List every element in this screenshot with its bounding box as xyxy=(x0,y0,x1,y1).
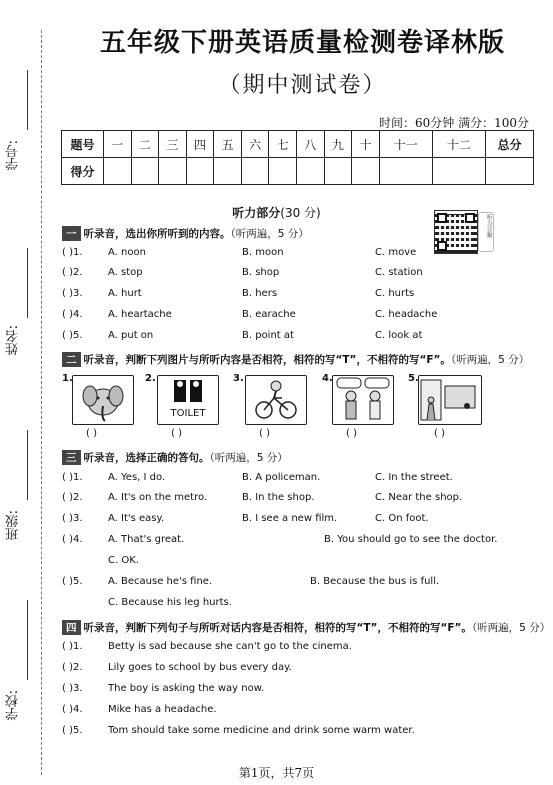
part1-question xyxy=(62,267,542,283)
option-b: B. earache xyxy=(242,309,296,320)
option-b: B. I see a new film. xyxy=(242,513,338,524)
total-header: 总分 xyxy=(486,131,534,158)
exam-subtitle: （期中测试卷） xyxy=(218,73,387,98)
answer-blank[interactable]: ( )1. xyxy=(62,247,83,258)
picture-toilet xyxy=(157,375,219,425)
score-col: 五 xyxy=(214,131,242,158)
score-cell[interactable] xyxy=(131,158,159,185)
picture-number: 5. xyxy=(408,373,419,384)
score-col: 二 xyxy=(131,131,159,158)
part3-question xyxy=(62,513,542,529)
qr-finder xyxy=(437,213,447,223)
class-label: 班级: xyxy=(6,510,21,541)
part2-number: 二 xyxy=(62,352,81,367)
total-score-cell[interactable] xyxy=(486,158,534,185)
part3-number: 三 xyxy=(62,450,81,465)
option-c: C. move xyxy=(375,247,417,258)
option-a: A. Yes, I do. xyxy=(108,472,166,483)
answer-blank[interactable]: ( )4. xyxy=(62,704,83,715)
qr-tag: 听力音频 xyxy=(478,212,494,252)
option-a: A. heartache xyxy=(108,309,172,320)
option-b: B. Because the bus is full. xyxy=(310,576,440,587)
picture-number: 1. xyxy=(62,373,73,384)
student-number-label: 学号: xyxy=(6,140,21,171)
score-col: 十一 xyxy=(379,131,432,158)
option-b: B. hers xyxy=(242,288,278,299)
statement-text: Betty is sad because she can't go to the cinema. xyxy=(108,641,352,652)
toilet-sign-text: TOILET xyxy=(170,408,206,419)
option-a: A. It's on the metro. xyxy=(108,492,208,503)
people-talking-icon xyxy=(333,376,393,424)
part1-instruction: 听录音，选出你所听到的内容。 xyxy=(83,228,231,240)
picture-people xyxy=(332,375,394,425)
score-cell[interactable] xyxy=(324,158,352,185)
answer-blank[interactable]: ( )3. xyxy=(62,513,83,524)
part2-note: （听两遍，5 分） xyxy=(450,354,530,366)
option-a: A. noon xyxy=(108,247,146,258)
answer-blank[interactable]: ( )2. xyxy=(62,267,83,278)
part4-question xyxy=(62,683,542,699)
score-cell[interactable] xyxy=(269,158,297,185)
option-c: C. look at xyxy=(375,330,423,341)
picture-bike xyxy=(245,375,307,425)
toilet-sign-icon xyxy=(158,376,218,406)
part1-question xyxy=(62,309,542,325)
student-name-field[interactable] xyxy=(27,248,28,318)
student-name-label: 姓名: xyxy=(6,325,21,356)
class-field[interactable] xyxy=(27,430,28,500)
answer-blank[interactable]: ( )5. xyxy=(62,576,83,587)
part1-question xyxy=(62,247,542,263)
part2-heading xyxy=(62,352,529,367)
school-field[interactable] xyxy=(27,600,28,680)
option-b: B. point at xyxy=(242,330,294,341)
score-col: 六 xyxy=(241,131,269,158)
option-b: B. shop xyxy=(242,267,280,278)
picture-number: 2. xyxy=(145,373,156,384)
part3-heading xyxy=(62,450,288,465)
answer-blank[interactable]: ( )5. xyxy=(62,330,83,341)
time-info: 时间：60分钟 满分：100分 xyxy=(379,116,529,130)
score-col: 一 xyxy=(104,131,132,158)
option-c: C. hurts xyxy=(375,288,415,299)
part3-question xyxy=(62,492,542,508)
part4-heading xyxy=(62,620,550,635)
score-cell[interactable] xyxy=(352,158,380,185)
elephant-icon xyxy=(73,376,133,424)
option-c: C. station xyxy=(375,267,423,278)
part3-question xyxy=(62,472,542,488)
option-c: C. OK. xyxy=(108,555,139,566)
option-b: B. moon xyxy=(242,247,284,258)
option-b: B. You should go to see the doctor. xyxy=(324,534,498,545)
answer-blank[interactable]: ( )4. xyxy=(62,534,83,545)
question-number-header: 题号 xyxy=(62,131,104,158)
part4-question xyxy=(62,662,542,678)
part1-heading xyxy=(62,226,309,241)
part4-note: （听两遍，5 分） xyxy=(471,622,551,634)
exam-title: 五年级下册英语质量检测卷译林版 xyxy=(99,28,505,58)
answer-blank[interactable]: ( )2. xyxy=(62,662,83,673)
score-cell[interactable] xyxy=(159,158,187,185)
option-a: A. stop xyxy=(108,267,143,278)
score-col: 八 xyxy=(297,131,325,158)
score-cell[interactable] xyxy=(214,158,242,185)
part3-note: （听两遍，5 分） xyxy=(209,452,288,464)
option-a: A. Because he's fine. xyxy=(108,576,213,587)
qr-finder xyxy=(465,213,475,223)
picture-answer-blank[interactable]: ( ) xyxy=(259,428,270,439)
option-c: C. In the street. xyxy=(375,472,453,483)
score-col: 九 xyxy=(324,131,352,158)
score-cell[interactable] xyxy=(104,158,132,185)
part3-instruction: 听录音，选择正确的答句。 xyxy=(83,452,210,464)
part4-instruction: 听录音，判断下列句子与所听对话内容是否相符，相符的写“T”，不相符的写“F”。 xyxy=(83,622,472,634)
score-cell[interactable] xyxy=(241,158,269,185)
statement-text: The boy is asking the way now. xyxy=(108,683,265,694)
student-number-field[interactable] xyxy=(27,70,28,130)
option-a: A. hurt xyxy=(108,288,142,299)
answer-blank[interactable]: ( )1. xyxy=(62,641,83,652)
answer-blank[interactable]: ( )2. xyxy=(62,492,83,503)
part3-question xyxy=(62,576,542,592)
option-c: C. headache xyxy=(375,309,438,320)
part4-question xyxy=(62,725,542,741)
picture-answer-blank[interactable]: ( ) xyxy=(434,428,445,439)
part4-question xyxy=(62,704,542,720)
part4-number: 四 xyxy=(62,620,81,635)
part2-instruction: 听录音，判断下列图片与所听内容是否相符，相符的写“T”，不相符的写“F”。 xyxy=(83,354,451,366)
picture-street xyxy=(418,375,482,425)
part1-question xyxy=(62,330,542,346)
cut-line xyxy=(41,30,42,775)
answer-blank[interactable]: ( )4. xyxy=(62,309,83,320)
option-c: C. Near the shop. xyxy=(375,492,463,503)
part3-question-cont xyxy=(62,597,542,613)
answer-blank[interactable]: ( )5. xyxy=(62,725,83,736)
picture-number: 3. xyxy=(233,373,244,384)
part3-question xyxy=(62,534,542,550)
score-table-score-row xyxy=(62,158,534,185)
option-a: A. It's easy. xyxy=(108,513,165,524)
bicycle-icon xyxy=(246,376,306,424)
picture-answer-blank[interactable]: ( ) xyxy=(171,428,182,439)
option-a: A. That's great. xyxy=(108,534,185,545)
picture-answer-blank[interactable]: ( ) xyxy=(86,428,97,439)
option-a: A. put on xyxy=(108,330,154,341)
score-table-header-row xyxy=(62,131,534,158)
answer-blank[interactable]: ( )1. xyxy=(62,472,83,483)
statement-text: Tom should take some medicine and drink some warm water. xyxy=(108,725,415,736)
option-b: B. In the shop. xyxy=(242,492,315,503)
part3-question-cont xyxy=(62,555,542,571)
statement-text: Lily goes to school by bus every day. xyxy=(108,662,292,673)
option-c: C. On foot. xyxy=(375,513,429,524)
part4-question xyxy=(62,641,542,657)
score-col: 十二 xyxy=(432,131,485,158)
answer-blank[interactable]: ( )3. xyxy=(62,288,83,299)
page-number: 第1页，共7页 xyxy=(238,766,315,780)
street-scene-icon xyxy=(419,376,481,424)
picture-answer-blank[interactable]: ( ) xyxy=(346,428,357,439)
option-c: C. Because his leg hurts. xyxy=(108,597,232,608)
school-label: 学校: xyxy=(6,690,21,721)
score-col: 三 xyxy=(159,131,187,158)
picture-number: 4. xyxy=(322,373,333,384)
score-table xyxy=(61,130,534,185)
part1-number: 一 xyxy=(62,226,81,241)
score-col: 四 xyxy=(186,131,214,158)
binding-margin xyxy=(0,0,48,785)
section-score: (30 分) xyxy=(280,206,321,220)
part1-question xyxy=(62,288,542,304)
section-title: 听力部分 xyxy=(232,206,281,220)
score-col: 十 xyxy=(352,131,380,158)
score-row-label: 得分 xyxy=(62,158,104,185)
score-cell[interactable] xyxy=(297,158,325,185)
score-cell[interactable] xyxy=(186,158,214,185)
statement-text: Mike has a headache. xyxy=(108,704,217,715)
score-cell[interactable] xyxy=(432,158,485,185)
answer-blank[interactable]: ( )3. xyxy=(62,683,83,694)
part1-note: （听两遍，5 分） xyxy=(230,228,309,240)
option-b: B. A policeman. xyxy=(242,472,321,483)
score-cell[interactable] xyxy=(379,158,432,185)
score-col: 七 xyxy=(269,131,297,158)
picture-elephant xyxy=(72,375,134,425)
